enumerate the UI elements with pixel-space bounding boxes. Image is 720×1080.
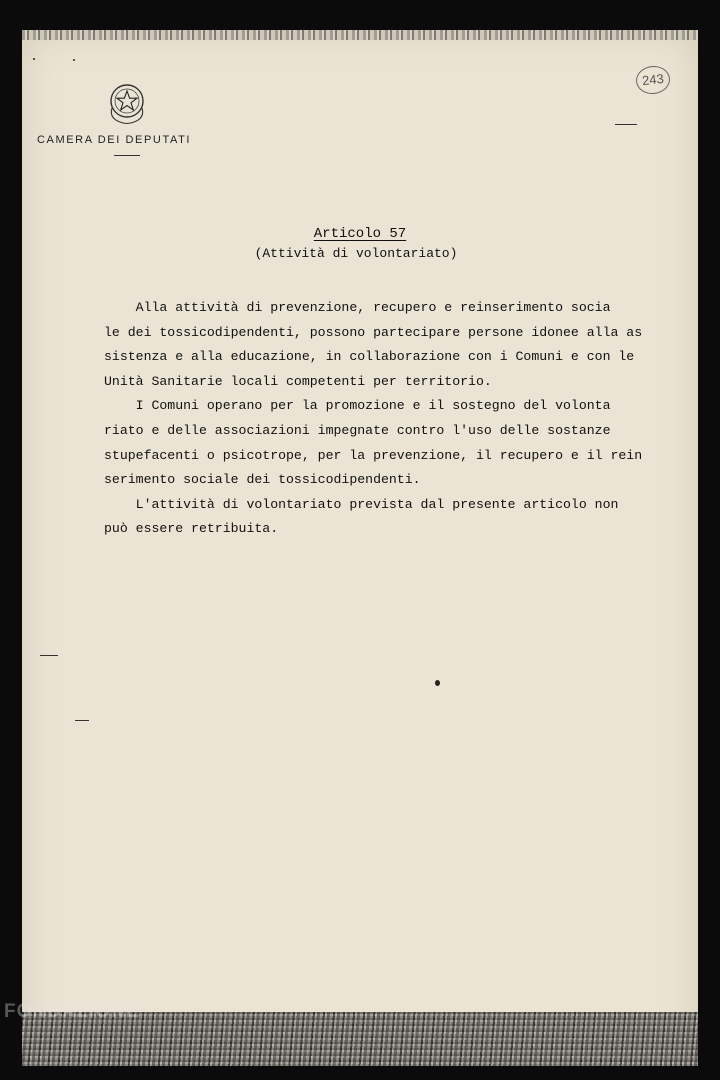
italian-republic-emblem-icon: [106, 80, 148, 126]
scan-mark: [75, 720, 89, 721]
body-line: serimento sociale dei tossicodipendenti.: [104, 472, 421, 488]
institution-underline: [114, 155, 140, 156]
scan-border-top: [22, 30, 698, 40]
scan-mark: [615, 124, 637, 125]
body-line: stupefacenti o psicotrope, per la prevenzione, il recupero e il rein: [104, 447, 643, 463]
scan-speck: [33, 58, 35, 60]
body-line: I Comuni operano per la promozione e il sostegno del volonta: [104, 398, 611, 414]
body-line: L'attività di volontariato prevista dal presente articolo non: [104, 496, 619, 512]
scan-speck: [435, 680, 440, 686]
scan-mark: [40, 655, 58, 656]
body-line: Alla attività di prevenzione, recupero e reinserimento socia: [104, 300, 611, 315]
body-line: Unità Sanitarie locali competenti per territorio.: [104, 373, 492, 389]
article-title: [0, 226, 720, 242]
body-line: riato e delle associazioni impegnate contro l'uso delle sostanze: [104, 422, 611, 438]
document-sheet: [22, 30, 698, 1066]
body-line: può essere retribuita.: [104, 521, 279, 537]
article-subtitle: (Attività di volontariato): [254, 246, 458, 261]
body-line: le dei tossicodipendenti, possono partecipare persone idonee alla as: [104, 324, 643, 340]
scan-speck: [73, 59, 75, 61]
body-line: sistenza e alla educazione, in collaborazione con i Comuni e con le: [104, 349, 635, 365]
fondazione-watermark: FONDAZIONE: [4, 1001, 140, 1022]
article-body: [104, 296, 678, 542]
page-number-stamp: 243: [635, 64, 672, 95]
article-title-text: Articolo 57: [313, 226, 407, 242]
institution-name: CAMERA DEI DEPUTATI: [37, 134, 192, 146]
